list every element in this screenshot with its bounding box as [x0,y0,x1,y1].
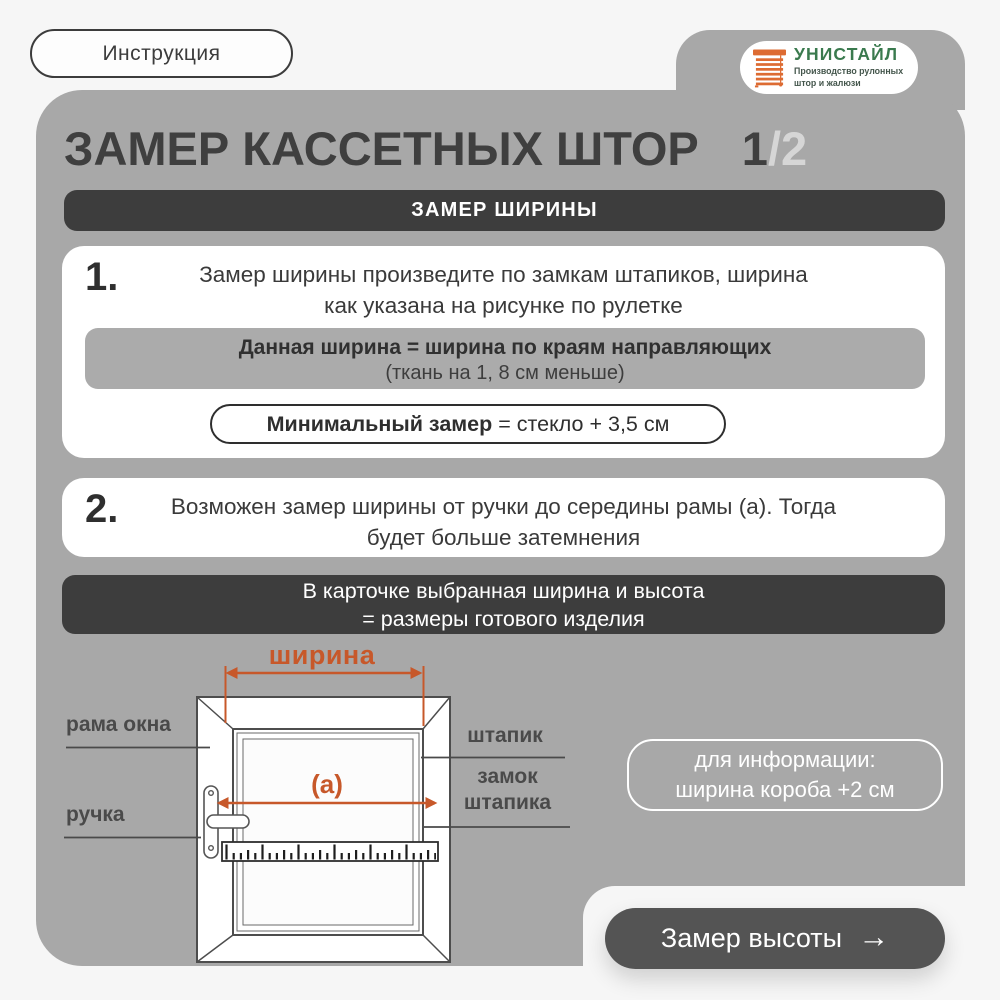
section-bar-width [64,190,945,231]
step-1-card [62,246,945,458]
step-2-number: 2. [85,487,119,531]
instruction-badge-label: Инструкция [102,41,221,65]
height-measure-button-label: Замер высоты [660,923,843,953]
info-box [627,739,943,811]
height-measure-button[interactable] [605,908,945,969]
result-bar [62,575,945,634]
arrow-right-icon: → [858,919,890,954]
page-number-current: 1 [741,122,768,175]
result-bar-line1: В карточке выбранная ширина и высота [302,578,705,603]
step-1-text [62,246,945,321]
diagram-frame-label: рама окна [66,713,171,736]
logo-company-name: УНИСТАЙЛ [794,44,899,65]
bead-lock-line2: штапика [463,791,552,814]
note-line1: Данная ширина = ширина по краям направляющих [238,336,772,359]
diagram-bead-lock-label [440,764,575,816]
page-number-total: /2 [767,122,808,175]
info-box-line1: для информации: [694,747,876,772]
page-title [64,121,807,176]
step-2-line1: Возможен замер ширины от ручки до середины рамы (а). Тогда [170,494,837,519]
minimum-measure-pill [210,404,726,444]
section-bar-label: ЗАМЕР ШИРИНЫ [411,199,598,221]
pill-rest-text: = стекло + 3,5 см [492,411,670,436]
info-box-line2: ширина короба +2 см [675,777,895,802]
result-bar-line2: = размеры готового изделия [362,606,645,631]
company-logo [740,41,918,94]
diagram-handle-label: ручка [66,803,125,826]
diagram-bead-label: штапик [467,724,543,747]
note-line2: (ткань на 1, 8 см меньше) [385,362,625,384]
instruction-badge[interactable] [30,29,293,78]
step-2-line2: будет больше затемнения [366,525,641,550]
step-1-note-bar [85,328,925,389]
pill-bold-text: Минимальный замер [266,411,493,436]
logo-tagline-line1: Производство рулонных [794,65,904,76]
diagram-width-label: ширина [268,640,376,670]
step-1-line2: как указана на рисунке по рулетке [324,293,683,318]
step-1-line1: Замер ширины произведите по замкам штапиков, ширина [199,262,808,287]
diagram-a-label: (а) [311,769,343,799]
logo-tagline-line2: штор и жалюзи [794,78,861,89]
step-2-text [62,478,945,553]
bead-lock-line1: замок [477,765,538,788]
step-1-number: 1. [85,255,119,299]
blinds-icon [753,48,786,88]
step-2-card [62,478,945,557]
logo-text [794,46,903,89]
page-title-text: ЗАМЕР КАССЕТНЫХ ШТОР [64,122,699,175]
